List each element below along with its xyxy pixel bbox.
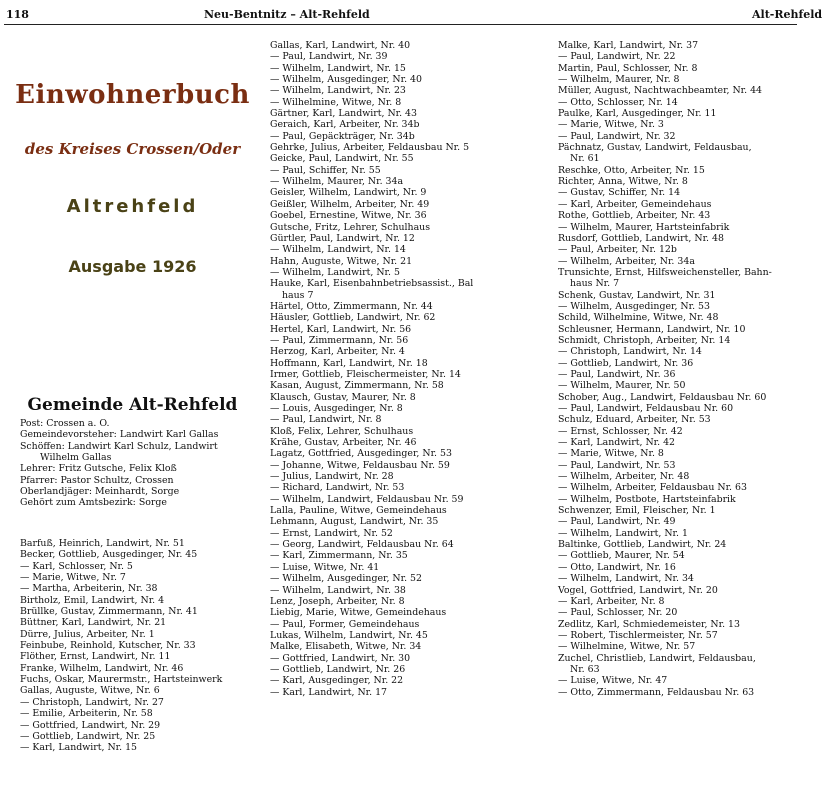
entry-line: Dürre, Julius, Arbeiter, Nr. 1 bbox=[20, 628, 155, 640]
entry-line: Hahn, Auguste, Witwe, Nr. 21 bbox=[270, 255, 413, 267]
entry-line: — Louis, Ausgedinger, Nr. 8 bbox=[270, 403, 403, 414]
entry-line: haus 7 bbox=[282, 289, 314, 301]
entry-line: — Otto, Zimmermann, Feldausbau Nr. 63 bbox=[558, 686, 755, 698]
entry-line: Klausch, Gustav, Maurer, Nr. 8 bbox=[270, 391, 416, 403]
entry-line: Lukas, Wilhelm, Landwirt, Nr. 45 bbox=[270, 629, 428, 641]
entry-line: Kasan, August, Zimmermann, Nr. 58 bbox=[270, 380, 444, 392]
entry-line: Vogel, Gottfried, Landwirt, Nr. 20 bbox=[558, 584, 718, 596]
cover-place: Altrehfeld bbox=[66, 196, 199, 217]
entry-line: Baltinke, Gottlieb, Landwirt, Nr. 24 bbox=[558, 539, 727, 551]
entry-line: — Wilhelm, Maurer, Nr. 34a bbox=[270, 176, 404, 188]
entry-line: Geicke, Paul, Landwirt, Nr. 55 bbox=[270, 153, 414, 165]
entry-line: — Paul, Schiffer, Nr. 55 bbox=[270, 164, 381, 176]
entry-line: — Paul, Landwirt, Nr. 8 bbox=[270, 414, 382, 426]
entry-line: — Ernst, Landwirt, Nr. 52 bbox=[270, 527, 393, 539]
entry-line: — Paul, Landwirt, Nr. 53 bbox=[558, 459, 676, 471]
entry-line: — Wilhelmine, Witwe, Nr. 57 bbox=[558, 641, 696, 653]
entry-line: — Marie, Witwe, Nr. 8 bbox=[558, 448, 664, 460]
entry-line: Lenz, Joseph, Arbeiter, Nr. 8 bbox=[270, 595, 405, 607]
entry-line: Häusler, Gottlieb, Landwirt, Nr. 62 bbox=[270, 312, 436, 324]
entry-line: Reschke, Otto, Arbeiter, Nr. 15 bbox=[558, 164, 705, 176]
entry-line: — Gottlieb, Landwirt, Nr. 25 bbox=[20, 730, 156, 742]
entry-line: — Wilhelm, Maurer, Nr. 50 bbox=[558, 380, 686, 392]
info-line: Post: Crossen a. O. bbox=[20, 418, 110, 429]
entry-line: — Karl, Schlosser, Nr. 5 bbox=[20, 560, 133, 572]
entry-line: Hauke, Karl, Eisenbahnbetriebsassist., Bal bbox=[270, 278, 474, 290]
entry-line: Fuchs, Oskar, Maurermstr., Hartsteinwerk bbox=[20, 674, 223, 686]
entry-line: Nr. 61 bbox=[570, 153, 600, 165]
entry-line: — Wilhelm, Arbeiter, Nr. 48 bbox=[558, 471, 690, 483]
entry-line: — Paul, Landwirt, Nr. 22 bbox=[558, 51, 676, 63]
entry-line: — Wilhelm, Landwirt, Nr. 34 bbox=[558, 573, 694, 585]
entry-line: Krähe, Gustav, Arbeiter, Nr. 46 bbox=[270, 437, 417, 449]
entry-line: — Paul, Landwirt, Feldausbau Nr. 60 bbox=[558, 403, 734, 414]
entry-line: Lagatz, Gottfried, Ausgedinger, Nr. 53 bbox=[270, 448, 452, 460]
entry-line: Feinbube, Reinhold, Kutscher, Nr. 33 bbox=[20, 640, 196, 652]
entry-line: — Paul, Gepäckträger, Nr. 34b bbox=[270, 130, 415, 142]
entry-line: — Wilhelm, Arbeiter, Nr. 34a bbox=[558, 255, 695, 267]
entry-line: Gürtler, Paul, Landwirt, Nr. 12 bbox=[270, 232, 415, 244]
entry-line: Schulz, Eduard, Arbeiter, Nr. 53 bbox=[558, 414, 711, 426]
info-line: Schöffen: Landwirt Karl Schulz, Landwirt bbox=[20, 440, 218, 452]
entry-line: — Paul, Schlosser, Nr. 20 bbox=[558, 607, 678, 619]
entry-line: Malke, Karl, Landwirt, Nr. 37 bbox=[558, 40, 699, 51]
entry-line: — Karl, Arbeiter, Nr. 8 bbox=[558, 595, 665, 607]
entry-line: — Martha, Arbeiterin, Nr. 38 bbox=[20, 583, 158, 595]
entry-line: Müller, August, Nachtwachbeamter, Nr. 44 bbox=[558, 85, 763, 97]
entry-line: Schwenzer, Emil, Fleischer, Nr. 1 bbox=[558, 505, 716, 517]
entry-line: Geraich, Karl, Arbeiter, Nr. 34b bbox=[270, 119, 420, 131]
entry-line: — Paul, Landwirt, Nr. 49 bbox=[558, 516, 676, 528]
entry-line: — Paul, Landwirt, Nr. 39 bbox=[270, 51, 388, 63]
entry-line: Hertel, Karl, Landwirt, Nr. 56 bbox=[270, 323, 412, 335]
entry-line: — Wilhelm, Landwirt, Nr. 38 bbox=[270, 584, 406, 596]
entry-line: Schleusner, Hermann, Landwirt, Nr. 10 bbox=[558, 323, 746, 335]
entry-line: Pächnatz, Gustav, Landwirt, Feldausbau, bbox=[558, 142, 752, 154]
entry-line: — Gottfried, Landwirt, Nr. 30 bbox=[270, 652, 411, 664]
entry-line: Lalla, Pauline, Witwe, Gemeindehaus bbox=[270, 505, 447, 517]
entry-line: — Georg, Landwirt, Feldausbau Nr. 64 bbox=[270, 539, 454, 551]
entry-line: — Marie, Witwe, Nr. 3 bbox=[558, 119, 664, 131]
entry-line: — Wilhelm, Landwirt, Nr. 23 bbox=[270, 85, 406, 97]
entry-line: Zuchel, Christlieb, Landwirt, Feldausbau, bbox=[558, 652, 756, 664]
entry-line: Rusdorf, Gottlieb, Landwirt, Nr. 48 bbox=[558, 232, 724, 244]
entry-line: Malke, Elisabeth, Witwe, Nr. 34 bbox=[270, 641, 422, 653]
entry-line: Schenk, Gustav, Landwirt, Nr. 31 bbox=[558, 289, 716, 301]
entry-line: — Christoph, Landwirt, Nr. 14 bbox=[558, 346, 702, 358]
entry-line: — Christoph, Landwirt, Nr. 27 bbox=[20, 696, 164, 708]
column-3 bbox=[558, 40, 797, 698]
entry-line: Schober, Aug., Landwirt, Feldausbau Nr. 60 bbox=[558, 391, 767, 403]
entry-line: — Gottfried, Landwirt, Nr. 29 bbox=[20, 719, 161, 731]
entry-line: — Karl, Arbeiter, Gemeindehaus bbox=[558, 198, 712, 210]
entry-line: — Ernst, Schlosser, Nr. 42 bbox=[558, 425, 683, 437]
entry-line: — Paul, Landwirt, Nr. 36 bbox=[558, 368, 676, 380]
entry-line: — Emilie, Arbeiterin, Nr. 58 bbox=[20, 708, 153, 720]
entry-line: Geißler, Wilhelm, Arbeiter, Nr. 49 bbox=[270, 198, 430, 210]
entry-line: — Paul, Former, Gemeindehaus bbox=[270, 618, 420, 630]
info-line: Oberlandjäger: Meinhardt, Sorge bbox=[20, 486, 180, 498]
entry-line: Herzog, Karl, Arbeiter, Nr. 4 bbox=[270, 346, 405, 358]
entry-line: — Gottlieb, Landwirt, Nr. 26 bbox=[270, 663, 406, 675]
entry-line: — Wilhelm, Landwirt, Nr. 1 bbox=[558, 527, 688, 539]
entry-line: Gehrke, Julius, Arbeiter, Feldausbau Nr. 5 bbox=[270, 142, 470, 154]
entry-line: — Wilhelm, Ausgedinger, Nr. 52 bbox=[270, 573, 422, 585]
entry-line: — Gottlieb, Maurer, Nr. 54 bbox=[558, 550, 685, 562]
entry-line: — Wilhelm, Landwirt, Nr. 15 bbox=[270, 62, 406, 74]
entry-line: — Wilhelm, Ausgedinger, Nr. 53 bbox=[558, 300, 710, 312]
section-title: Gemeinde Alt-Rehfeld bbox=[27, 395, 238, 415]
entry-line: — Wilhelm, Landwirt, Nr. 5 bbox=[270, 266, 400, 278]
entry-line: Flöther, Ernst, Landwirt, Nr. 11 bbox=[20, 651, 171, 663]
entry-line: Geisler, Wilhelm, Landwirt, Nr. 9 bbox=[270, 187, 427, 199]
entry-line: — Marie, Witwe, Nr. 7 bbox=[20, 572, 126, 584]
entry-line: — Otto, Schlosser, Nr. 14 bbox=[558, 96, 678, 108]
entry-line: Härtel, Otto, Zimmermann, Nr. 44 bbox=[270, 300, 433, 312]
running-title-right: Alt-Rehfeld bbox=[752, 8, 822, 21]
entry-line: — Karl, Zimmermann, Nr. 35 bbox=[270, 550, 408, 562]
entry-line: — Wilhelmine, Witwe, Nr. 8 bbox=[270, 96, 402, 108]
column-1 bbox=[20, 538, 264, 754]
entry-line: — Karl, Landwirt, Nr. 15 bbox=[20, 742, 138, 754]
entry-line: Paulke, Karl, Ausgedinger, Nr. 11 bbox=[558, 108, 717, 120]
entry-line: — Wilhelm, Postbote, Hartsteinfabrik bbox=[558, 493, 736, 505]
info-line: Pfarrer: Pastor Schultz, Crossen bbox=[20, 474, 174, 486]
entry-line: — Luise, Witwe, Nr. 47 bbox=[558, 675, 668, 687]
info-line: Gehört zum Amtsbezirk: Sorge bbox=[20, 497, 167, 509]
header-rule bbox=[4, 24, 797, 25]
section-info bbox=[20, 418, 264, 509]
entry-line: Gutsche, Fritz, Lehrer, Schulhaus bbox=[270, 221, 431, 233]
entry-line: Liebig, Marie, Witwe, Gemeindehaus bbox=[270, 607, 447, 619]
page-number: 118 bbox=[6, 8, 29, 21]
entry-line: — Wilhelm, Landwirt, Nr. 14 bbox=[270, 244, 406, 256]
entry-line: — Wilhelm, Maurer, Hartsteinfabrik bbox=[558, 221, 730, 233]
entry-line: Nr. 63 bbox=[570, 663, 600, 675]
entry-line: Hoffmann, Karl, Landwirt, Nr. 18 bbox=[270, 357, 428, 369]
info-line: Wilhelm Gallas bbox=[40, 452, 112, 464]
entry-line: Lehmann, August, Landwirt, Nr. 35 bbox=[270, 516, 439, 528]
entry-line: — Paul, Zimmermann, Nr. 56 bbox=[270, 334, 409, 346]
entry-line: — Karl, Landwirt, Nr. 42 bbox=[558, 437, 676, 449]
cover-block bbox=[0, 80, 265, 276]
entry-line: — Paul, Landwirt, Nr. 32 bbox=[558, 130, 676, 142]
running-title: Neu-Bentnitz – Alt-Rehfeld bbox=[204, 8, 370, 21]
entry-line: Büttner, Karl, Landwirt, Nr. 21 bbox=[20, 617, 167, 629]
entry-line: — Luise, Witwe, Nr. 41 bbox=[270, 561, 380, 573]
entry-line: — Karl, Landwirt, Nr. 17 bbox=[270, 686, 388, 698]
entry-line: Irmer, Gottlieb, Fleischermeister, Nr. 14 bbox=[270, 368, 461, 380]
entry-line: — Robert, Tischlermeister, Nr. 57 bbox=[558, 629, 718, 641]
entry-line: — Otto, Landwirt, Nr. 16 bbox=[558, 561, 676, 573]
cover-title: Einwohnerbuch bbox=[15, 80, 250, 110]
entry-line: Gallas, Auguste, Witwe, Nr. 6 bbox=[20, 685, 160, 697]
cover-edition: Ausgabe 1926 bbox=[68, 257, 197, 276]
entry-line: Schmidt, Christoph, Arbeiter, Nr. 14 bbox=[558, 334, 731, 346]
entry-line: — Wilhelm, Ausgedinger, Nr. 40 bbox=[270, 74, 422, 86]
cover-subtitle: des Kreises Crossen/Oder bbox=[24, 140, 241, 158]
info-line: Lehrer: Fritz Gutsche, Felix Kloß bbox=[20, 463, 177, 475]
entry-line: — Paul, Arbeiter, Nr. 12b bbox=[558, 244, 677, 256]
entry-line: Schild, Wilhelmine, Witwe, Nr. 48 bbox=[558, 312, 719, 324]
entry-line: — Wilhelm, Landwirt, Feldausbau Nr. 59 bbox=[270, 493, 464, 505]
entry-line: Becker, Gottlieb, Ausgedinger, Nr. 45 bbox=[20, 549, 198, 561]
entry-line: — Gottlieb, Landwirt, Nr. 36 bbox=[558, 357, 694, 369]
entry-line: haus Nr. 7 bbox=[570, 278, 620, 290]
entry-line: — Richard, Landwirt, Nr. 53 bbox=[270, 482, 405, 494]
entry-line: Brüllke, Gustav, Zimmermann, Nr. 41 bbox=[20, 606, 198, 618]
entry-line: — Wilhelm, Arbeiter, Feldausbau Nr. 63 bbox=[558, 482, 747, 494]
entry-line: Barfuß, Heinrich, Landwirt, Nr. 51 bbox=[20, 538, 185, 549]
entry-line: Gärtner, Karl, Landwirt, Nr. 43 bbox=[270, 108, 417, 120]
entry-line: Zedlitz, Karl, Schmiedemeister, Nr. 13 bbox=[558, 618, 740, 630]
entry-line: Rothe, Gottlieb, Arbeiter, Nr. 43 bbox=[558, 210, 711, 222]
entry-line: Goebel, Ernestine, Witwe, Nr. 36 bbox=[270, 210, 427, 222]
entry-line: Richter, Anna, Witwe, Nr. 8 bbox=[558, 176, 688, 188]
entry-line: Kloß, Felix, Lehrer, Schulhaus bbox=[270, 425, 414, 437]
entry-line: Birtholz, Emil, Landwirt, Nr. 4 bbox=[20, 594, 165, 606]
info-line: Gemeindevorsteher: Landwirt Karl Gallas bbox=[20, 429, 219, 441]
entry-line: — Julius, Landwirt, Nr. 28 bbox=[270, 471, 394, 483]
entry-line: Franke, Wilhelm, Landwirt, Nr. 46 bbox=[20, 662, 184, 674]
entry-line: — Johanne, Witwe, Feldausbau Nr. 59 bbox=[270, 459, 450, 471]
entry-line: — Karl, Ausgedinger, Nr. 22 bbox=[270, 675, 404, 687]
column-2 bbox=[270, 40, 555, 698]
entry-line: Trunsichte, Ernst, Hilfsweichensteller, Bahn- bbox=[558, 266, 772, 278]
page-header bbox=[4, 8, 822, 24]
entry-line: Gallas, Karl, Landwirt, Nr. 40 bbox=[270, 40, 411, 51]
entry-line: — Gustav, Schiffer, Nr. 14 bbox=[558, 187, 681, 199]
entry-line: Martin, Paul, Schlosser, Nr. 8 bbox=[558, 62, 698, 74]
entry-line: — Wilhelm, Maurer, Nr. 8 bbox=[558, 74, 680, 86]
